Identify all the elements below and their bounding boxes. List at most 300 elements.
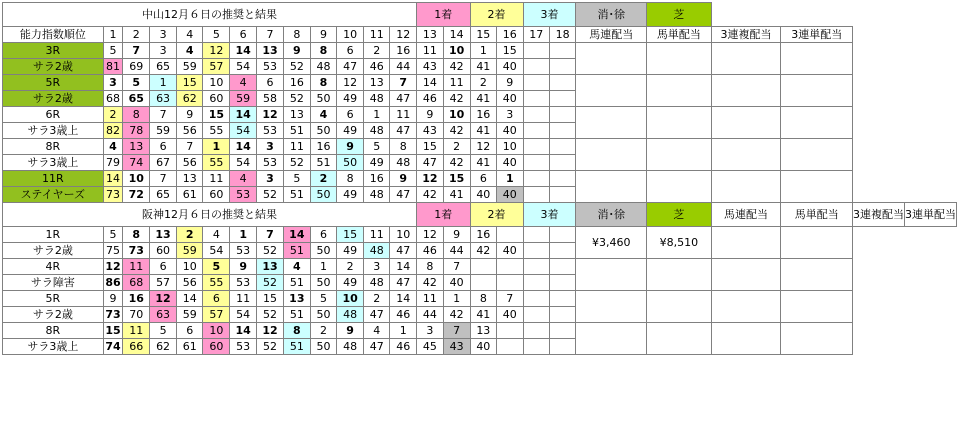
ability-index: 46 <box>390 339 416 355</box>
ability-index: 52 <box>283 59 310 75</box>
position-header: 11 <box>364 27 390 43</box>
empty-cell <box>549 139 575 155</box>
ability-index: 73 <box>103 307 123 323</box>
ability-index: 53 <box>230 243 257 259</box>
ability-index: 79 <box>103 155 123 171</box>
position-header: 8 <box>283 27 310 43</box>
ability-index: 56 <box>176 155 202 171</box>
race-class: サラ2歳 <box>3 307 104 323</box>
ability-index: 40 <box>470 187 496 203</box>
ability-index: 73 <box>123 243 150 259</box>
ability-index: 40 <box>497 59 523 75</box>
ability-index: 55 <box>203 123 230 139</box>
ability-index: 52 <box>283 91 310 107</box>
horse-number: 8 <box>310 43 336 59</box>
horse-number: 1 <box>443 291 470 307</box>
payout-value <box>647 291 711 323</box>
horse-number: 11 <box>123 323 150 339</box>
payout-value <box>576 107 647 139</box>
ability-index: 53 <box>230 187 257 203</box>
ability-index: 40 <box>497 123 523 139</box>
empty-cell <box>549 307 575 323</box>
horse-number: 7 <box>443 259 470 275</box>
ability-index: 48 <box>310 59 336 75</box>
legend-scratch: 消･徐 <box>576 203 647 227</box>
horse-number: 3 <box>257 171 284 187</box>
ability-index: 65 <box>123 91 150 107</box>
horse-number: 14 <box>390 291 416 307</box>
horse-number <box>497 227 523 243</box>
ability-index: 48 <box>364 123 390 139</box>
payout-value <box>576 171 647 203</box>
horse-number: 3 <box>150 43 177 59</box>
ability-index: 54 <box>230 307 257 323</box>
horse-number: 5 <box>203 259 230 275</box>
ability-index: 40 <box>497 91 523 107</box>
horse-number: 2 <box>470 75 496 91</box>
horse-number: 10 <box>337 291 364 307</box>
horse-number: 4 <box>176 43 202 59</box>
horse-number: 5 <box>150 323 177 339</box>
horse-number: 10 <box>203 323 230 339</box>
horse-number: 2 <box>364 291 390 307</box>
horse-number: 1 <box>203 139 230 155</box>
empty-cell <box>549 43 575 59</box>
ability-index: 59 <box>176 59 202 75</box>
horse-number: 5 <box>103 227 123 243</box>
race-top-row <box>3 43 957 59</box>
ability-index: 50 <box>310 307 336 323</box>
horse-number: 15 <box>203 107 230 123</box>
ability-index: 49 <box>364 155 390 171</box>
horse-number: 5 <box>364 139 390 155</box>
horse-number: 9 <box>337 323 364 339</box>
horse-number: 3 <box>364 259 390 275</box>
payout-value <box>576 43 647 75</box>
payout-value: ¥3,460 <box>576 227 647 259</box>
race-number: 3R <box>3 43 104 59</box>
horse-number: 14 <box>176 291 202 307</box>
horse-number: 10 <box>123 171 150 187</box>
horse-number: 11 <box>416 43 443 59</box>
horse-number: 11 <box>416 291 443 307</box>
ability-index: 60 <box>203 91 230 107</box>
horse-number: 6 <box>337 43 364 59</box>
ability-index: 41 <box>470 307 496 323</box>
race-number: 4R <box>3 259 104 275</box>
race-top-row <box>3 227 957 243</box>
payout-value: ¥8,510 <box>647 227 711 259</box>
ability-index: 46 <box>364 59 390 75</box>
ability-index: 49 <box>337 243 364 259</box>
race-top-row <box>3 75 957 91</box>
position-header: 3 <box>150 27 177 43</box>
race-class: サラ障害 <box>3 275 104 291</box>
payout-value <box>576 259 647 291</box>
ability-index: 61 <box>176 339 202 355</box>
legend-first: 1着 <box>416 3 470 27</box>
ability-index: 51 <box>283 187 310 203</box>
horse-number: 16 <box>364 171 390 187</box>
payout-value <box>576 139 647 171</box>
payout-value <box>711 291 781 323</box>
ability-index: 41 <box>443 187 470 203</box>
ability-index: 47 <box>390 91 416 107</box>
ability-index: 46 <box>390 307 416 323</box>
ability-index: 51 <box>283 123 310 139</box>
horse-number: 1 <box>497 171 523 187</box>
horse-number: 14 <box>230 107 257 123</box>
payout-value <box>711 75 781 107</box>
ability-index: 48 <box>337 307 364 323</box>
horse-number: 16 <box>310 139 336 155</box>
ability-index: 42 <box>443 155 470 171</box>
horse-number: 14 <box>390 259 416 275</box>
horse-number: 13 <box>470 323 496 339</box>
payout-header: 馬単配当 <box>781 203 853 227</box>
ability-index: 55 <box>203 275 230 291</box>
horse-number: 13 <box>283 291 310 307</box>
payout-value <box>647 171 711 203</box>
horse-number: 1 <box>364 107 390 123</box>
horse-number: 12 <box>337 75 364 91</box>
ability-index: 44 <box>443 243 470 259</box>
ability-index: 42 <box>443 59 470 75</box>
horse-number: 11 <box>283 139 310 155</box>
ability-index: 63 <box>150 307 177 323</box>
ability-index: 42 <box>416 275 443 291</box>
ability-index: 41 <box>470 91 496 107</box>
ability-index: 56 <box>176 275 202 291</box>
ability-index: 81 <box>103 59 123 75</box>
horse-number: 12 <box>103 259 123 275</box>
legend-third: 3着 <box>523 203 576 227</box>
race-top-row <box>3 107 957 123</box>
horse-number: 9 <box>337 139 364 155</box>
horse-number: 5 <box>123 75 150 91</box>
payout-value <box>781 259 853 291</box>
payout-value <box>781 323 853 355</box>
ability-index: 60 <box>203 187 230 203</box>
horse-number: 11 <box>203 171 230 187</box>
ability-index: 73 <box>103 187 123 203</box>
ability-index: 57 <box>203 307 230 323</box>
horse-number: 2 <box>364 43 390 59</box>
blank <box>711 3 956 27</box>
ability-index <box>470 275 496 291</box>
horse-number: 4 <box>230 75 257 91</box>
ability-index: 54 <box>230 155 257 171</box>
empty-cell <box>523 323 549 339</box>
horse-number: 9 <box>416 107 443 123</box>
ability-index: 53 <box>257 155 284 171</box>
horse-number: 3 <box>257 139 284 155</box>
ability-index: 60 <box>203 339 230 355</box>
position-header: 7 <box>257 27 284 43</box>
payout-value <box>647 259 711 291</box>
ability-index: 48 <box>337 339 364 355</box>
horse-number: 12 <box>257 323 284 339</box>
empty-cell <box>549 107 575 123</box>
horse-number: 8 <box>283 323 310 339</box>
horse-number: 11 <box>123 259 150 275</box>
horse-number: 3 <box>497 107 523 123</box>
horse-number: 15 <box>337 227 364 243</box>
ability-index: 82 <box>103 123 123 139</box>
horse-number: 13 <box>257 259 284 275</box>
ability-index: 42 <box>416 187 443 203</box>
ability-index: 52 <box>257 243 284 259</box>
horse-number: 16 <box>470 107 496 123</box>
empty-cell <box>549 123 575 139</box>
race-top-row <box>3 171 957 187</box>
horse-number: 12 <box>416 171 443 187</box>
ability-index: 65 <box>150 187 177 203</box>
horse-number: 7 <box>123 43 150 59</box>
horse-number: 14 <box>230 139 257 155</box>
legend-turf: 芝 <box>647 203 711 227</box>
horse-number: 5 <box>310 291 336 307</box>
ability-index: 48 <box>364 187 390 203</box>
ability-index: 50 <box>310 275 336 291</box>
ability-index: 49 <box>337 187 364 203</box>
horse-number: 9 <box>443 227 470 243</box>
ability-index: 42 <box>443 123 470 139</box>
ability-index: 53 <box>257 123 284 139</box>
ability-index: 50 <box>310 243 336 259</box>
horse-number: 1 <box>470 43 496 59</box>
ability-index: 78 <box>123 123 150 139</box>
position-header: 12 <box>390 27 416 43</box>
ability-index: 59 <box>176 243 202 259</box>
horse-number: 4 <box>364 323 390 339</box>
payout-value <box>647 323 711 355</box>
race-class: サラ2歳 <box>3 243 104 259</box>
position-header: 15 <box>470 27 496 43</box>
payout-value <box>781 107 853 139</box>
payout-value <box>711 139 781 171</box>
horse-number: 13 <box>123 139 150 155</box>
ability-index: 53 <box>230 275 257 291</box>
ability-index: 40 <box>497 155 523 171</box>
horse-number: 6 <box>337 107 364 123</box>
horse-number: 12 <box>416 227 443 243</box>
ability-index: 41 <box>470 123 496 139</box>
ability-index: 49 <box>337 123 364 139</box>
horse-number: 4 <box>203 227 230 243</box>
ability-index: 51 <box>283 275 310 291</box>
payout-value <box>711 259 781 291</box>
horse-number: 2 <box>176 227 202 243</box>
horse-number: 8 <box>337 171 364 187</box>
empty-cell <box>549 171 575 187</box>
empty-cell <box>549 243 575 259</box>
ability-index: 47 <box>390 187 416 203</box>
horse-number: 14 <box>416 75 443 91</box>
horse-number: 8 <box>416 259 443 275</box>
race-class: サラ3歳上 <box>3 123 104 139</box>
ability-index: 62 <box>150 339 177 355</box>
ability-index: 50 <box>310 339 336 355</box>
ability-index: 52 <box>257 339 284 355</box>
horse-number: 14 <box>103 171 123 187</box>
payout-value <box>711 107 781 139</box>
horse-number: 1 <box>150 75 177 91</box>
race-number: 11R <box>3 171 104 187</box>
ability-index: 43 <box>443 339 470 355</box>
ability-index: 57 <box>150 275 177 291</box>
empty-cell <box>523 59 549 75</box>
position-header: 14 <box>443 27 470 43</box>
empty-cell <box>523 307 549 323</box>
payout-value <box>576 75 647 107</box>
horse-number: 4 <box>103 139 123 155</box>
horse-number: 8 <box>123 107 150 123</box>
empty-cell <box>549 259 575 275</box>
horse-number: 10 <box>497 139 523 155</box>
empty-cell <box>523 139 549 155</box>
ability-index: 47 <box>390 123 416 139</box>
horse-number: 8 <box>310 75 336 91</box>
ability-index: 41 <box>470 155 496 171</box>
ability-index: 54 <box>203 243 230 259</box>
empty-cell <box>523 187 549 203</box>
payout-value <box>647 107 711 139</box>
legend-scratch: 消･徐 <box>576 3 647 27</box>
horse-number: 15 <box>497 43 523 59</box>
horse-number: 13 <box>364 75 390 91</box>
payout-header: 3連複配当 <box>853 203 905 227</box>
position-header: 18 <box>549 27 575 43</box>
ability-index: 50 <box>310 187 336 203</box>
payout-value <box>781 227 853 259</box>
legend-second: 2着 <box>470 3 523 27</box>
legend-turf: 芝 <box>647 3 711 27</box>
ability-index: 62 <box>176 91 202 107</box>
ability-index: 42 <box>443 307 470 323</box>
empty-cell <box>523 43 549 59</box>
empty-cell <box>549 155 575 171</box>
empty-cell <box>523 107 549 123</box>
horse-number: 6 <box>176 323 202 339</box>
ability-index: 67 <box>150 155 177 171</box>
payout-value <box>711 227 781 259</box>
race-number: 8R <box>3 139 104 155</box>
empty-cell <box>549 291 575 307</box>
ability-index: 51 <box>310 155 336 171</box>
ability-index: 40 <box>497 243 523 259</box>
horse-number: 15 <box>416 139 443 155</box>
position-header: 4 <box>176 27 202 43</box>
ability-index: 61 <box>176 187 202 203</box>
horse-number: 6 <box>470 171 496 187</box>
position-header: 1 <box>103 27 123 43</box>
rank-label: 能力指数順位 <box>3 27 104 43</box>
horse-number: 4 <box>283 259 310 275</box>
empty-cell <box>549 227 575 243</box>
horse-number: 2 <box>337 259 364 275</box>
horse-number: 10 <box>443 43 470 59</box>
legend-second: 2着 <box>470 203 523 227</box>
legend-first: 1着 <box>416 203 470 227</box>
empty-cell <box>523 291 549 307</box>
ability-index: 47 <box>337 59 364 75</box>
horse-number: 10 <box>203 75 230 91</box>
position-header: 10 <box>337 27 364 43</box>
horse-number: 16 <box>123 291 150 307</box>
ability-index: 42 <box>443 91 470 107</box>
empty-cell <box>549 339 575 355</box>
ability-index: 49 <box>337 91 364 107</box>
ability-index: 54 <box>230 59 257 75</box>
horse-number: 7 <box>176 139 202 155</box>
ability-index: 40 <box>497 187 523 203</box>
ability-index: 65 <box>150 59 177 75</box>
horse-number: 11 <box>390 107 416 123</box>
ability-index: 41 <box>470 59 496 75</box>
ability-index: 48 <box>390 155 416 171</box>
ability-index: 70 <box>123 307 150 323</box>
ability-index: 48 <box>364 275 390 291</box>
race-top-row <box>3 259 957 275</box>
empty-cell <box>523 227 549 243</box>
ability-index: 40 <box>443 275 470 291</box>
payout-value <box>711 171 781 203</box>
section-title: 阪神12月６日の推奨と結果 <box>3 203 417 227</box>
horse-number: 15 <box>176 75 202 91</box>
ability-index: 86 <box>103 275 123 291</box>
race-number: 5R <box>3 75 104 91</box>
horse-number: 6 <box>150 139 177 155</box>
payout-header: 3連単配当 <box>781 27 853 43</box>
ability-index: 43 <box>416 123 443 139</box>
race-number: 6R <box>3 107 104 123</box>
payout-value <box>647 43 711 75</box>
column-header-row <box>3 27 957 43</box>
empty-cell <box>523 155 549 171</box>
position-header: 2 <box>123 27 150 43</box>
horse-number: 6 <box>150 259 177 275</box>
horse-number: 8 <box>470 291 496 307</box>
ability-index: 48 <box>364 243 390 259</box>
horse-number: 7 <box>443 323 470 339</box>
horse-number: 3 <box>103 75 123 91</box>
horse-number: 4 <box>310 107 336 123</box>
ability-index: 50 <box>310 91 336 107</box>
horse-number: 6 <box>203 291 230 307</box>
empty-cell <box>523 75 549 91</box>
empty-cell <box>549 75 575 91</box>
ability-index: 57 <box>203 59 230 75</box>
payout-value <box>711 323 781 355</box>
ability-index: 52 <box>257 275 284 291</box>
empty-cell <box>523 243 549 259</box>
ability-index: 52 <box>257 187 284 203</box>
payout-header: 3連単配当 <box>905 203 957 227</box>
payout-value <box>711 43 781 75</box>
results-table <box>2 2 957 355</box>
horse-number: 4 <box>230 171 257 187</box>
ability-index: 44 <box>390 59 416 75</box>
race-class: サラ2歳 <box>3 91 104 107</box>
ability-index: 43 <box>416 59 443 75</box>
payout-value <box>781 75 853 107</box>
ability-index: 59 <box>150 123 177 139</box>
payout-value <box>781 291 853 323</box>
empty-cell <box>523 259 549 275</box>
horse-number: 7 <box>257 227 284 243</box>
payout-value <box>576 291 647 323</box>
